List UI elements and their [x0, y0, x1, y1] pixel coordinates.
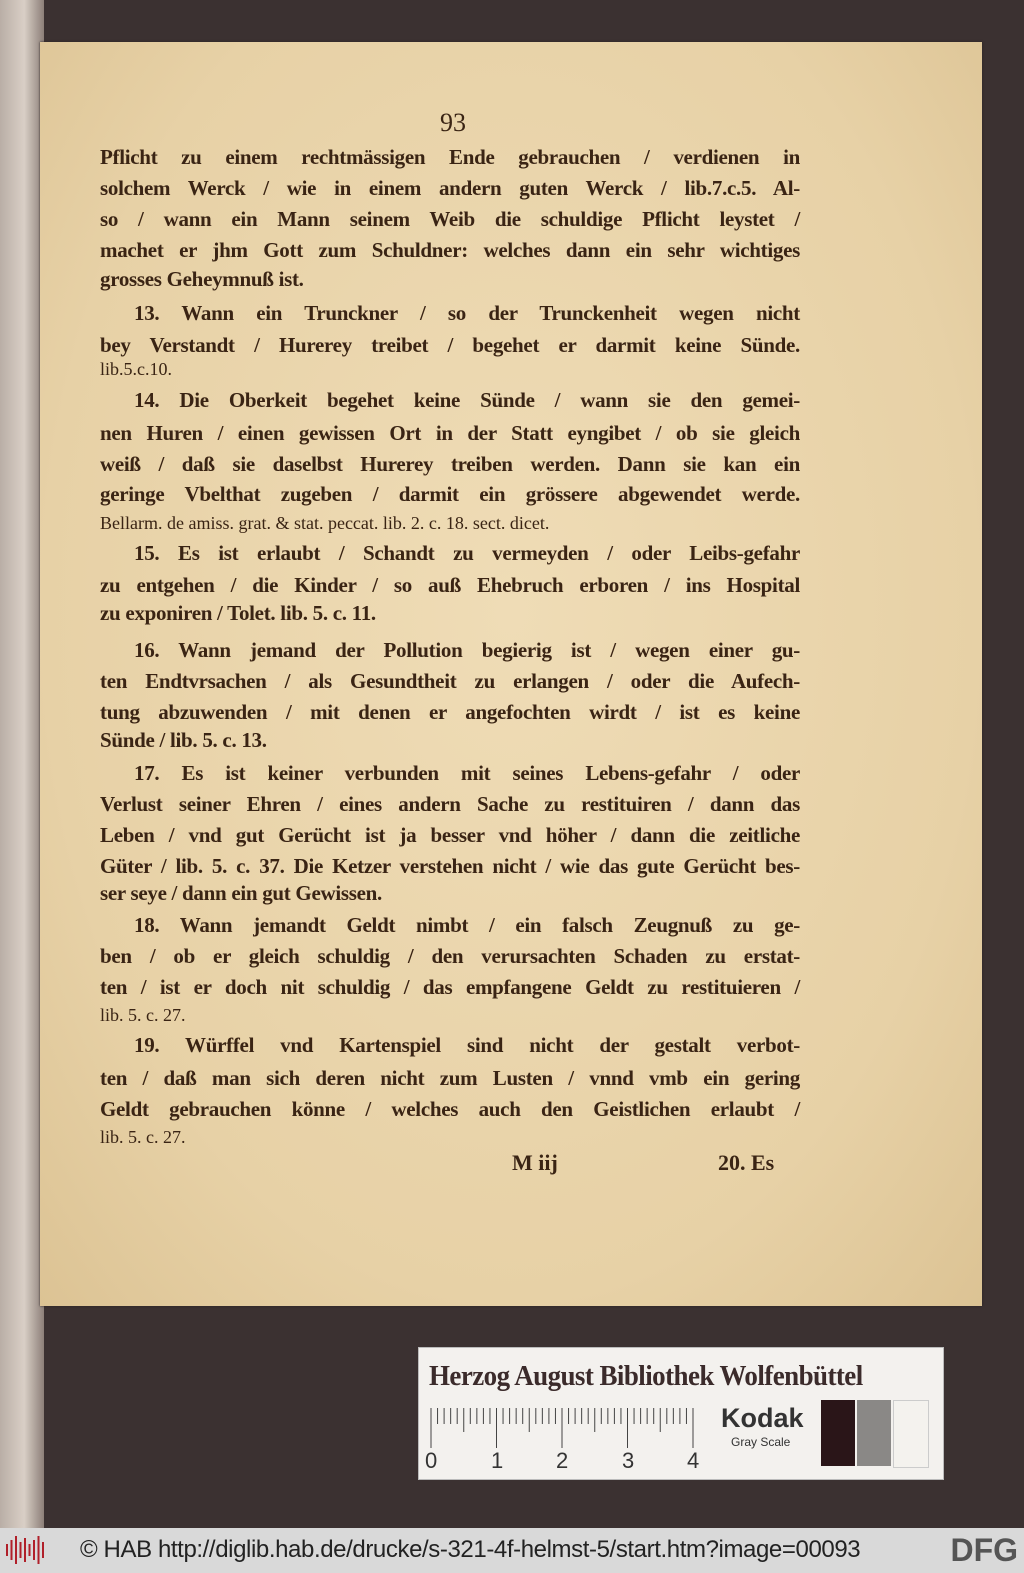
library-color-card — [418, 1347, 944, 1480]
hab-logo-icon — [6, 1534, 48, 1566]
page-number: 93 — [440, 108, 466, 137]
text-line: so / wann ein Mann seinem Weib die schuldige Pflicht leystet / — [100, 207, 800, 231]
text-line: 13. Wann ein Trunckner / so der Trunckenheit wegen nicht — [134, 301, 800, 325]
logo-bar — [15, 1536, 17, 1564]
logo-bar — [6, 1544, 8, 1556]
footer-bar — [0, 1528, 1024, 1573]
logo-bar — [20, 1542, 22, 1558]
gray-patch-mid — [857, 1400, 891, 1466]
library-name: Herzog August Bibliothek Wolfenbüttel — [429, 1360, 863, 1392]
logo-bar — [33, 1540, 35, 1560]
logo-bar — [29, 1544, 31, 1556]
text-line: ser seye / dann ein gut Gewissen. — [100, 881, 382, 905]
logo-bar — [24, 1538, 26, 1562]
text-line: Leben / vnd gut Gerücht ist ja besser vnd höher / dann die zeitliche — [100, 823, 800, 847]
text-line: grosses Geheymnuß ist. — [100, 267, 304, 291]
text-line: nen Huren / einen gewissen Ort in der Statt eyngibet / ob sie gleich — [100, 421, 800, 445]
text-line: 18. Wann jemandt Geldt nimbt / ein falsch Zeugnuß zu ge- — [134, 913, 800, 937]
text-line: ten Endtvrsachen / als Gesundtheit zu erlangen / oder die Aufech- — [100, 669, 800, 693]
text-line: 16. Wann jemand der Pollution begierig ist / wegen einer gu- — [134, 638, 800, 662]
gray-patch-dark — [821, 1400, 855, 1466]
logo-bar — [42, 1542, 44, 1558]
text-line: 17. Es ist keiner verbunden mit seines Lebens-gefahr / oder — [134, 761, 800, 785]
text-line: geringe Vbelthat zugeben / darmit ein grössere abgewendet werde. — [100, 482, 800, 506]
ruler-number: 1 — [491, 1448, 504, 1473]
text-line: zu exponiren / Tolet. lib. 5. c. 11. — [100, 601, 376, 625]
text-line: Geldt gebrauchen könne / welches auch den Geistlichen erlaubt / — [100, 1097, 800, 1121]
text-line: Güter / lib. 5. c. 37. Die Ketzer verstehen nicht / wie das gute Gerücht bes- — [100, 854, 800, 878]
text-line: 15. Es ist erlaubt / Schandt zu vermeyden / oder Leibs-gefahr — [134, 541, 800, 565]
gray-scale-label: Gray Scale — [731, 1435, 791, 1449]
text-line: machet er jhm Gott zum Schuldner: welches dann ein sehr wichtiges — [100, 238, 800, 262]
dfg-logo: DFG — [950, 1532, 1018, 1568]
text-line: lib. 5. c. 27. — [100, 1127, 186, 1147]
text-line: lib.5.c.10. — [100, 359, 172, 379]
text-line: 19. Würffel vnd Kartenspiel sind nicht der gestalt verbot- — [134, 1033, 800, 1057]
ruler-number: 3 — [622, 1448, 635, 1473]
text-line: tung abzuwenden / mit denen er angefochten wirdt / ist es keine — [100, 700, 800, 724]
kodak-logo: Kodak — [721, 1403, 804, 1433]
text-line: weiß / daß sie daselbst Hurerey treiben werden. Dann sie kan ein — [100, 452, 800, 476]
text-line: ben / ob er gleich schuldig / den verursachten Schaden zu erstat- — [100, 944, 800, 968]
logo-bar — [38, 1536, 40, 1564]
catchword: 20. Es — [718, 1150, 775, 1175]
ruler-number: 2 — [556, 1448, 569, 1473]
previous-page-edge — [0, 0, 44, 1528]
text-line: Pflicht zu einem rechtmässigen Ende gebrauchen / verdienen in — [100, 145, 800, 169]
text-line: bey Verstandt / Hurerey treibet / begehet er darmit keine Sünde. — [100, 333, 800, 357]
text-line: lib. 5. c. 27. — [100, 1005, 186, 1025]
text-line: Bellarm. de amiss. grat. & stat. peccat. lib. 2. c. 18. sect. dicet. — [100, 513, 550, 533]
text-line: ten / ist er doch nit schuldig / das empfangene Geldt zu restituieren / — [100, 975, 800, 999]
text-line: Sünde / lib. 5. c. 13. — [100, 728, 267, 752]
text-line: 14. Die Oberkeit begehet keine Sünde / wann sie den gemei- — [134, 388, 800, 412]
text-line: ten / daß man sich deren nicht zum Lusten / vnnd vmb ein gering — [100, 1066, 800, 1090]
text-line: solchem Werck / wie in einem andern guten Werck / lib.7.c.5. Al- — [100, 176, 800, 200]
signature-mark: M iij — [512, 1150, 558, 1175]
source-url[interactable]: © HAB http://diglib.hab.de/drucke/s-321-4f-helmst-5/start.htm?image=00093 — [80, 1536, 861, 1563]
ruler-number: 0 — [425, 1448, 438, 1473]
gray-patch-light — [893, 1400, 929, 1468]
text-line: Verlust seiner Ehren / eines andern Sache zu restituiren / dann das — [100, 792, 800, 816]
ruler-scale — [429, 1408, 701, 1448]
logo-bar — [11, 1540, 13, 1560]
ruler-number: 4 — [687, 1448, 700, 1473]
text-line: zu entgehen / die Kinder / so auß Ehebruch erboren / ins Hospital — [100, 573, 800, 597]
